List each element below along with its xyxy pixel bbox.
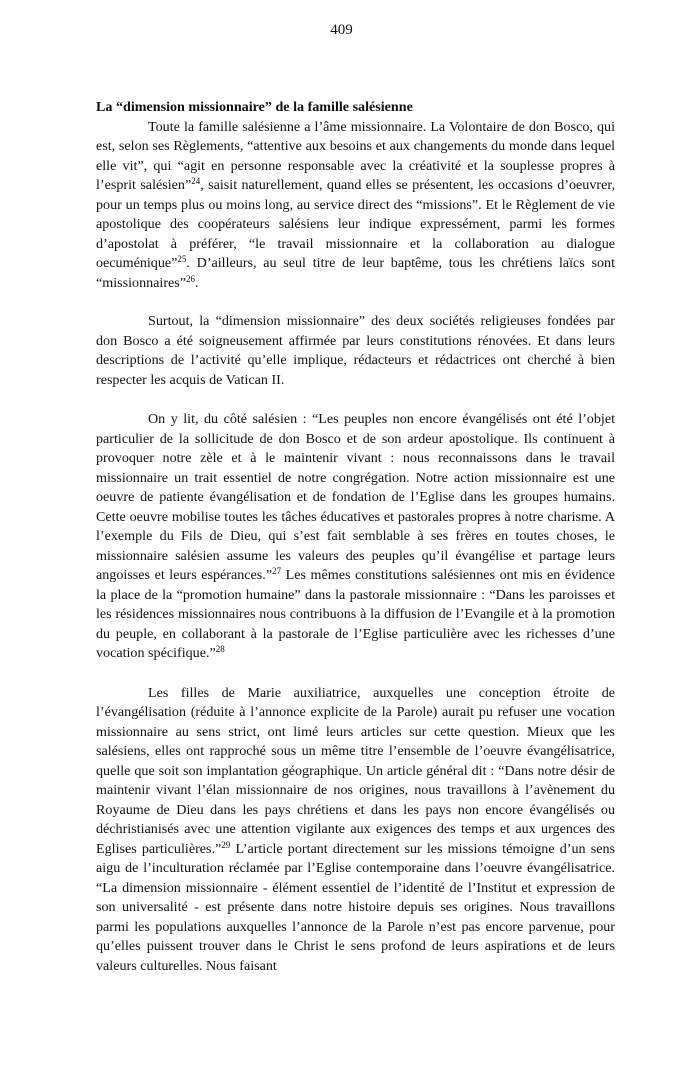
paragraph-text: On y lit, du côté salésien : “Les peuples non encore évangélisés ont été l’objet particulier de la sollicitude de don Bosco et de son ardeur apostolique. Ils continuent à provoquer notre zèle et à le maintenir vivant : nous reconnaissons dans le travail missionnaire un trait essentiel de notre congrégation. Notre action missionnaire est une oeuvre de patiente évangélisation et de fondation de l’Eglise dans les groupes humains. Cette oeuvre mobilise toutes les tâches éducatives et pastorales propres à notre charisme. A l’exemple du Fils de Dieu, qui s’est fait semblable à ses frères en toutes choses, le missionnaire salésien assume les valeurs des peuples qu’il évangélise et partage leurs angoisses et leurs espérances.” [96, 411, 615, 583]
paragraph-text: L’article portant directement sur les missions témoigne d’un sens aigu de l’inculturation réclamée par l’Eglise contemporaine dans l’oeuvre évangélisatrice. “La dimension missionnaire - élément essentiel de l’identité de l’Institut et expression de son universalité - est présente dans notre histoire depuis ses origines. Nous travaillons parmi les populations auxquelles l’annonce de la Parole n’est pas encore parvenue, pour qu’elles puissent trouver dans le Christ le sens profond de leurs aspirations et de leurs valeurs culturelles. Nous faisant [96, 840, 616, 974]
footnote-ref: 29 [221, 839, 231, 850]
page-body [96, 98, 615, 996]
footnote-ref: 28 [215, 644, 225, 654]
paragraph-text: . [195, 274, 199, 291]
paragraph-text: Les filles de Marie auxiliatrice, auxquelles une conception étroite de l’évangélisation (réduite à l’annonce explicite de la Parole) aurait pu refuser une vocation missionnaire au sens strict, ont limé leurs articles sur cette question. Mieux que les salésiens, elles ont rapproché sous un même titre l’ensemble de l’oeuvre évangélisatrice, quelle que soit son implantation géographique. Un article général dit : “Dans notre désir de maintenir vivant l’élan missionnaire de nos origines, nous travaillons à l’avènement du Royaume de Dieu dans les pays chrétiens et dans les pays non encore évangélisés ou déchristianisés avec une attention vigilante aux exigences des temps et aux urgences des Eglises particulières.” [96, 684, 615, 857]
paragraph [96, 118, 615, 294]
footnote-ref: 26 [186, 273, 196, 284]
section-heading: La “dimension missionnaire” de la famille salésienne [96, 99, 413, 115]
paragraph [96, 312, 615, 390]
footnote-ref: 25 [177, 254, 187, 264]
paragraph [96, 684, 615, 977]
paragraph-text: Surtout, la “dimension missionnaire” des deux sociétés religieuses fondées par don Bosco a été soigneusement affirmée par leurs constitutions rénovées. Et dans leurs descriptions de l’activité qu’elle implique, rédacteurs et rédactrices ont cherché à bien respecter les acquis de Vatican II. [96, 313, 615, 388]
paragraph-text: . D’ailleurs, au seul titre de leur baptême, tous les chrétiens laïcs sont “missionnaires” [96, 255, 615, 291]
paragraph-text: Les mêmes constitutions salésiennes ont mis en évidence la place de la “promotion humaine” dans la pastorale missionnaire : “Dans les paroisses et les résidences missionnaires nous contribuons à la diffusion de l’Evangile et à la promotion du peuple, en collaborant à la pastorale de l’Eglise particulière avec les richesses d’une vocation spécifique.” [96, 567, 615, 661]
page-number: 409 [330, 22, 353, 38]
footnote-ref: 24 [191, 176, 201, 186]
paragraph-text: Toute la famille salésienne a l’âme missionnaire. La Volontaire de don Bosco, qui est, selon ses Règlements, “attentive aux besoins et aux changements du monde dans lequel elle vit”, qui “agit en personne responsable avec la créativité et la souplesse propres à l’esprit salésien” [96, 118, 615, 193]
paragraph-text: , saisit naturellement, quand elles se présentent, les occasions d’oeuvrer, pour un temps plus ou moins long, au service direct des “missions”. Et le Règlement de vie apostolique des coopérateurs salésiens leur indique expressément, parmi les formes d’apostolat à préférer, “le travail missionnaire et la collaboration au dialogue oecuménique” [96, 177, 615, 271]
paragraph [96, 410, 615, 664]
footnote-ref: 27 [272, 566, 282, 576]
